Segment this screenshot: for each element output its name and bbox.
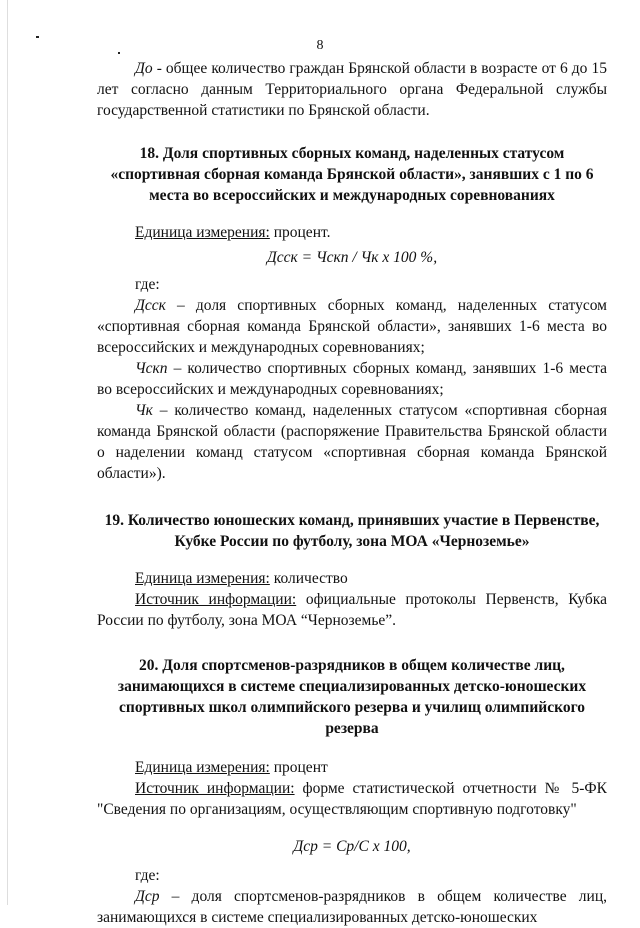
s20-unit-label: Единица измерения: bbox=[135, 759, 270, 776]
s18-def-2-text: – количество спортивных сборных команд, занявших 1-6 места во всероссийских и международных соревнованиях; bbox=[97, 360, 607, 398]
s20-unit bbox=[97, 757, 607, 778]
s19-source-value: официальные протоколы Первенств, Кубка России по футболу, зона МОА “Черноземье”. bbox=[97, 591, 607, 629]
s20-def-1-text: – доля спортсменов-разрядников в общем количестве лиц, занимающихся в системе специализированных детско-юношеских bbox=[97, 888, 607, 926]
s20-formula: Дср = Ср/С х 100, bbox=[293, 838, 411, 855]
page-number: 8 bbox=[316, 38, 324, 53]
s18-where: где: bbox=[135, 276, 160, 293]
s18-unit-value: процент. bbox=[269, 224, 331, 241]
s18-def-2 bbox=[97, 358, 607, 400]
s18-def-1-text: – доля спортивных сборных команд, наделенных статусом «спортивная сборная команда Брянской области», занявших 1-6 места во всероссийских и международных соревнованиях; bbox=[97, 297, 607, 356]
s20-def-1 bbox=[97, 886, 607, 928]
s20-where: где: bbox=[135, 867, 160, 884]
s19-unit bbox=[97, 568, 607, 589]
section-20-title: 20. Доля спортсменов-разрядников в общем количестве лиц, занимающихся в системе специализированных детско-юношеских спортивных школ олимпийского резерва и училищ олимпийского резерва bbox=[117, 657, 587, 737]
s18-def-3-var: Чк bbox=[135, 402, 153, 419]
s20-def-1-var: Дср bbox=[135, 888, 160, 905]
s19-unit-label: Единица измерения: bbox=[135, 570, 270, 587]
section-18-title: 18. Доля спортивных сборных команд, наделенных статусом «спортивная сборная команда Брянской области», занявших с 1 по 6 места во всероссийских и международных соревнованиях bbox=[110, 145, 594, 204]
s19-unit-value: количество bbox=[269, 570, 348, 587]
s20-unit-value: процент bbox=[269, 759, 328, 776]
s18-def-1-var: Дсск bbox=[135, 297, 166, 314]
intro-variable: Дo bbox=[135, 60, 153, 77]
section-19-title: 19. Количество юношеских команд, принявших участие в Первенстве, Кубке России по футболу, зона МОА «Черноземье» bbox=[104, 512, 600, 550]
s18-def-3 bbox=[97, 400, 607, 484]
intro-paragraph bbox=[97, 58, 607, 121]
s19-source bbox=[97, 589, 607, 631]
s18-unit bbox=[97, 222, 607, 243]
scan-edge-line bbox=[7, 0, 8, 905]
intro-text: - общее количество граждан Брянской области в возрасте от 6 до 15 лет согласно данным Территориального органа Федеральной службы государственной статистики по Брянской области. bbox=[97, 60, 607, 119]
s18-formula: Дсск = Чскп / Чк х 100 %, bbox=[266, 249, 438, 266]
s19-source-label: Источник информации: bbox=[135, 591, 297, 608]
s20-source-value: форме статистической отчетности № 5-ФК "Сведения по организациям, осуществляющим спортивную подготовку" bbox=[97, 780, 607, 818]
s18-def-2-var: Чскп bbox=[135, 360, 168, 377]
s20-source-label: Источник информации: bbox=[135, 780, 295, 797]
s18-def-3-text: – количество команд, наделенных статусом «спортивная сборная команда Брянской области (распоряжение Правительства Брянской области о наделении команд статусом «спортивная сборная команда Брянской области»). bbox=[97, 402, 607, 482]
document-body bbox=[97, 58, 607, 928]
s18-def-1 bbox=[97, 295, 607, 358]
s18-unit-label: Единица измерения: bbox=[135, 224, 270, 241]
s20-source bbox=[97, 778, 607, 820]
